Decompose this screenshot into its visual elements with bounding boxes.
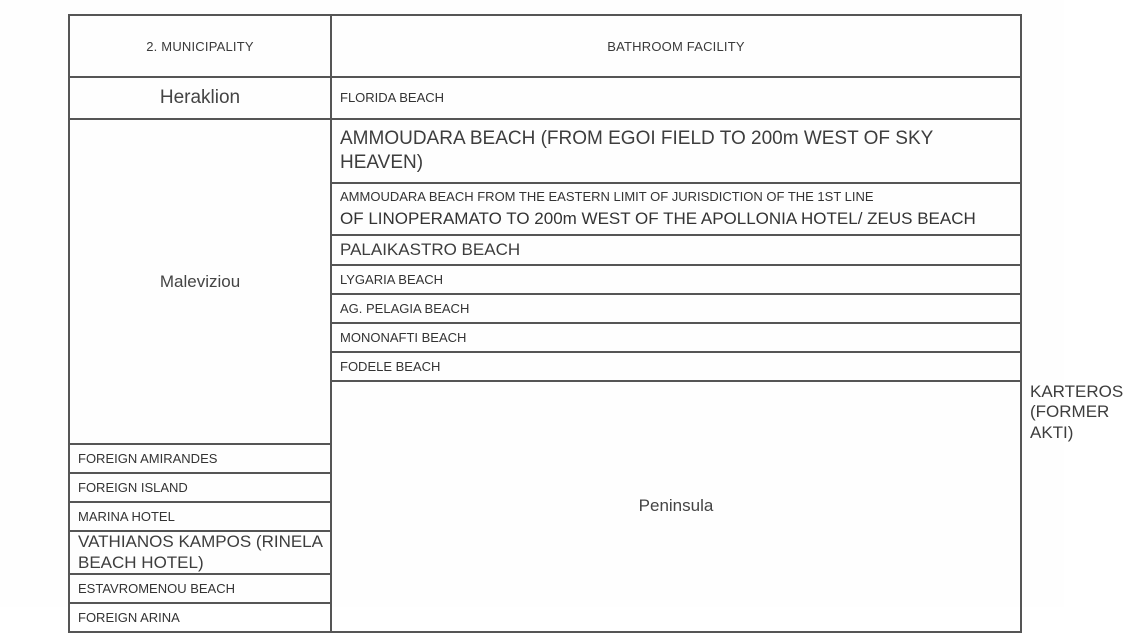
facility-cell: MONONAFTI BEACH xyxy=(331,323,1021,352)
municipality-column-header: 2. MUNICIPALITY xyxy=(69,15,331,77)
table-header-row xyxy=(69,15,1021,77)
facility-column-header: BATHROOM FACILITY xyxy=(331,15,1021,77)
facility-cell: AMMOUDARA BEACH (FROM EGOI FIELD TO 200m WEST OF SKY HEAVEN) xyxy=(331,119,1021,183)
facility-cell: MARINA HOTEL xyxy=(69,502,331,531)
municipality-cell-peninsula: Peninsula xyxy=(331,381,1021,632)
table-row xyxy=(69,77,1021,119)
facility-cell: ESTAVROMENOU BEACH xyxy=(69,574,331,603)
facility-cell-multiline xyxy=(331,183,1021,235)
bathroom-facilities-table xyxy=(68,14,1123,633)
facility-cell: VATHIANOS KAMPOS (RINELA BEACH HOTEL) xyxy=(69,531,331,574)
facility-cell: AG. PELAGIA BEACH xyxy=(331,294,1021,323)
municipality-cell-maleviziou: Maleviziou xyxy=(69,119,331,444)
facility-cell: FOREIGN ISLAND xyxy=(69,473,331,502)
facility-cell: FOREIGN AMIRANDES xyxy=(69,444,331,473)
facility-cell: FOREIGN ARINA xyxy=(69,603,331,632)
facility-cell: PALAIKASTRO BEACH xyxy=(331,235,1021,265)
facility-cell: LYGARIA BEACH xyxy=(331,265,1021,294)
facility-line: OF LINOPERAMATO TO 200m WEST OF THE APOLLONIA HOTEL/ ZEUS BEACH xyxy=(340,208,976,228)
table-row xyxy=(69,119,1021,183)
municipality-cell-heraklion: Heraklion xyxy=(69,77,331,119)
facility-cell: FODELE BEACH xyxy=(331,352,1021,381)
table-row: Peninsula KARTEROS (FORMER AKTI) xyxy=(69,381,1021,444)
facility-line: AMMOUDARA BEACH FROM THE EASTERN LIMIT OF JURISDICTION OF THE 1ST LINE xyxy=(340,189,874,204)
facility-cell: FLORIDA BEACH xyxy=(331,77,1021,119)
